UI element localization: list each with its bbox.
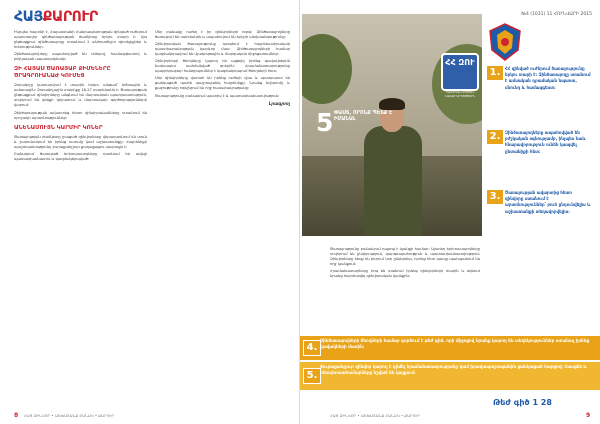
hotline-number: Թեժ գիծ 1 28: [493, 398, 552, 407]
fact-band-5: [300, 362, 600, 390]
fact-number: 3.: [487, 190, 503, 204]
paragraph: Ծառայությունը բանակում դպրոց է կյանքի համար։ Այստեղ երիտասարդները սովորում են ընկերություն, կարգապահություն և պատասխանատվություն։ Զինվորները ձեռք են բերում նոր ընկերներ, որոնց հետ կապը պահպանում են ողջ կյանքում։: [330, 247, 480, 267]
fact-band-4: [300, 336, 600, 360]
author-signature: Լրագրող: [268, 100, 290, 106]
paragraph: Զինծառայողները ապահովված են սննդով, համազգեստով և բժշկական սպասարկմամբ։: [14, 52, 147, 62]
section-heading: ԱՆԵՆԱՄՈՒՅՆ ԿԱՐՄԻՐ ԿՈՆԵՐ: [14, 124, 103, 131]
fact-text: Զինծառայողների ծնողների համար գործում է թեժ գիծ, որի միջոցով նրանք կարող են տեղեկություններ ստանալ իրենց զավակների մասին։: [320, 338, 590, 349]
paragraph: Զինվորների ծնողները կարող են այցելել իրենց զավակներին նախապես սահմանված օրերին։ Հրամանատարությունը պարբերաբար հանդիպումներ է կազմակերպում ծնողների հետ։: [155, 59, 290, 74]
paragraph: Զինծառայության ավարտից հետո զինվորականները ստանում են որոշակի արտոնություններ։: [14, 110, 147, 120]
paragraph: Բանակում ծառայած երիտասարդները դառնում են ավելի պատասխանատու և կազմակերպված։: [14, 151, 147, 161]
quote-block: [330, 247, 480, 279]
paragraph: Զինվորական ծառայությունը կազմում է հայրենասիրական դաստիարակության կարևոր մաս։ Զինծառայողների համար կազմակերպվում են մշակութային և մարզական միջոցառումներ։: [155, 42, 290, 57]
army-emblem-icon: [485, 22, 525, 62]
paragraph: Զորակոչը կատարվում է տարին երկու անգամ՝ ձմեռային և ամառային։ Զորակոչային տարիքը 18-27 տարեկանն է։ Ծառայության ընթացքում զինվորները անցնում են մարտական պատրաստություն, սովորում են զենքի կիրառում և մարտական գործողությունների վարում։: [14, 83, 147, 108]
brand-part2: ՔԱՐՈՒՐ: [42, 9, 98, 25]
paragraph: Մեր բանակը ուժեղ է իր զինվորների ոգով։ Զինծառայողները ծառայում են սահմանին և ապահովում են երկրի անվտանգությունը։: [155, 30, 290, 40]
fact-number: 2.: [487, 130, 503, 144]
brand-logo: [14, 9, 98, 25]
brand-part1: ՀԱՅ: [14, 9, 43, 25]
fact-text: Յուրաքանչյուր զինվոր կարող է դիմել հրամանատարությանը կամ իրավապաշտպանին ցանկացած հարցով։ Հասցեն և հեռախոսահամարները նշված են կայքում։: [320, 364, 587, 375]
fact-text: ՀՀ զինված ուժերում ծառայությունը երկու տարի է։ Զինծառայողը ստանում է ամսական դրամական նպաստ, սնունդ և համազգեստ։: [505, 66, 591, 90]
paragraph: Ծառայությունը բանակում պատիվ է և պատասխանատվություն։: [155, 93, 280, 98]
paragraph: Հրամանատարները հոգ են տանում իրենց զինվորների մասին և օգնում նրանց հարմարվել զինվորական կյանքին։: [330, 269, 480, 279]
fact-number: 4.: [303, 340, 321, 356]
paragraph: Մեր զինվորները վստահ են իրենց ուժերի վրա և պատրաստ են ցանկացած պահի պաշտպանել հայրենիքը։ Նրանց նվիրումը և քաջությունը ոգեշնչում են ողջ հասարակությանը։: [155, 76, 290, 91]
left-column-1: [14, 30, 147, 410]
photo-caption: ՓԱՍՏ, ՈՐՈՆՔ ՊԵՏՔ Է ԻՄԱՆԱԼ: [334, 110, 393, 122]
section-heading: ԶԻ ՀԱՅԱՍ ԾԱՌԱՅԱԲ ՔԻՄԵՆԵՐԸ ԾՐԱԳՐՈՒԱՆԱԺ ԿՈՒՄԵՑ: [14, 66, 111, 80]
paragraph: Ծառայության ժամկետը լրացած զինվորները վերադառնում են տուն և շարունակում են իրենց ուսումը կամ աշխատանքը։ Հայրենիքի պաշտպանությունը յուրաքանչյուր քաղաքացու պարտքն է։: [14, 134, 147, 149]
big-number: 5: [316, 108, 334, 137]
page-footer: ՀԱՅ ԶԻՆՎՈՐ • ԱՇԽԱՏԱՆՔ ԲԱՆԱԿ • ՔԱՐՈՒՐ: [330, 413, 421, 418]
page-number: 8: [14, 412, 19, 419]
fact-number: 5.: [303, 368, 321, 384]
fact-text: Ծառայության ավարտից հետո զինվորը ստանում է արտոնություններ՝ բուհ ընդունվելիս և աշխատանքի տեղավորվելիս։: [505, 190, 591, 214]
fact-text: Զինծառայողները ապահովված են բժշկական օգնությամբ, ինչպես նաև հնարավորություն ունեն կապվել ընտանիքի հետ։: [505, 130, 586, 154]
army-badge: ՀՀ ԶՈՒ: [441, 53, 479, 91]
left-column-2: [155, 30, 290, 410]
issue-info: №4 (1031) 11 ՀՈՒՆՎԱՐԻ 2015: [521, 12, 592, 17]
fact-number: 1.: [487, 66, 503, 80]
page-number: 9: [586, 412, 591, 419]
page-footer: ՀԱՅ ԶԻՆՎՈՐ • ԱՇԽԱՏԱՆՔ ԲԱՆԱԿ • ՔԱՐՈՒՐ: [24, 413, 115, 418]
paragraph: Ինչպես հայտնի է, Հայաստանի Հանրապետության զինված ուժերում պարտադիր զինծառայության ժամկետը երկու տարի է։ Այդ ընթացքում զինծառայողը ստանում է անհրաժեշտ գիտելիքներ և հմտություններ։: [14, 30, 147, 50]
badge-subtitle: ՊԱՇՏՊԱՆՈՒԹՅԱՆ ՆԱԽԱՐԱՐՈՒԹՅՈՒՆ: [444, 90, 476, 98]
